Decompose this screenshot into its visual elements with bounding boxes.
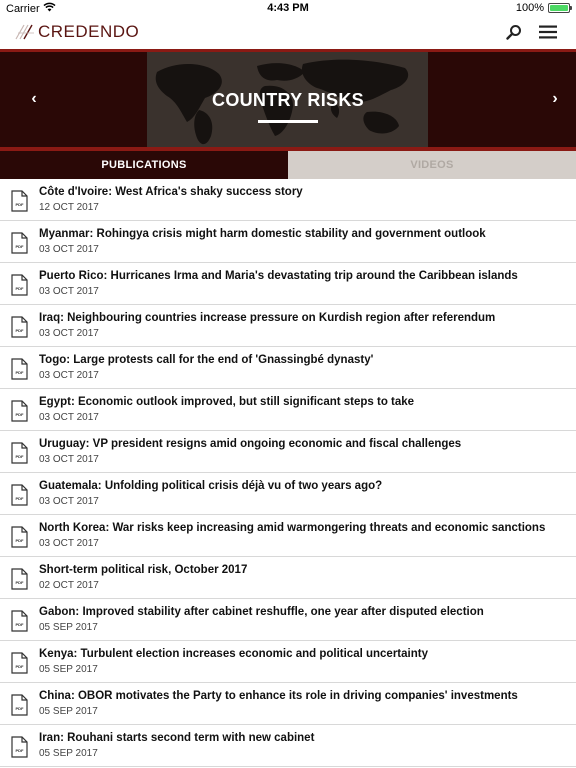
tab-videos[interactable]: VIDEOS [288, 151, 576, 179]
publication-date: 05 SEP 2017 [39, 748, 98, 759]
pdf-file-icon [11, 610, 28, 632]
publication-date: 03 OCT 2017 [39, 370, 99, 381]
list-item[interactable] [0, 263, 576, 305]
publication-date: 03 OCT 2017 [39, 538, 99, 549]
carrier-label: Carrier [6, 2, 40, 15]
list-item[interactable] [0, 347, 576, 389]
status-bar [0, 0, 576, 16]
banner-title: COUNTRY RISKS [212, 90, 364, 110]
list-item[interactable] [0, 557, 576, 599]
pdf-file-icon [11, 526, 28, 548]
pdf-icon-label: PDF [15, 706, 24, 711]
publication-date: 05 SEP 2017 [39, 706, 98, 717]
banner-next-arrow[interactable]: › [552, 90, 558, 107]
hamburger-menu-icon[interactable] [538, 22, 558, 42]
publication-date: 05 SEP 2017 [39, 622, 98, 633]
publication-title: Togo: Large protests call for the end of 'Gnassingbé dynasty' [39, 354, 374, 366]
pdf-icon-label: PDF [15, 244, 24, 249]
publication-date: 03 OCT 2017 [39, 244, 99, 255]
status-time: 4:43 PM [267, 2, 309, 14]
pdf-icon-label: PDF [15, 202, 24, 207]
publication-date: 03 OCT 2017 [39, 412, 99, 423]
list-item[interactable] [0, 389, 576, 431]
pdf-file-icon [11, 442, 28, 464]
list-item[interactable] [0, 725, 576, 767]
search-icon[interactable] [504, 22, 524, 42]
list-item[interactable] [0, 599, 576, 641]
list-item[interactable] [0, 641, 576, 683]
publication-date: 03 OCT 2017 [39, 286, 99, 297]
publication-title: Iran: Rouhani starts second term with new cabinet [39, 732, 315, 744]
pdf-icon-label: PDF [15, 286, 24, 291]
publication-title: China: OBOR motivates the Party to enhance its role in driving companies' investments [39, 690, 518, 702]
battery-percent: 100% [515, 2, 544, 14]
list-item[interactable] [0, 473, 576, 515]
list-item[interactable] [0, 431, 576, 473]
publication-date: 03 OCT 2017 [39, 454, 99, 465]
pdf-icon-label: PDF [15, 622, 24, 627]
list-item[interactable] [0, 179, 576, 221]
publication-title: Puerto Rico: Hurricanes Irma and Maria's devastating trip around the Caribbean islands [39, 270, 518, 282]
pdf-file-icon [11, 568, 28, 590]
pdf-file-icon [11, 274, 28, 296]
publication-title: Gabon: Improved stability after cabinet reshuffle, one year after disputed election [39, 606, 484, 618]
pdf-icon-label: PDF [15, 370, 24, 375]
pdf-file-icon [11, 484, 28, 506]
pdf-icon-label: PDF [15, 664, 24, 669]
list-item[interactable] [0, 221, 576, 263]
pdf-file-icon [11, 736, 28, 758]
country-risks-banner [0, 52, 576, 147]
pdf-file-icon [11, 694, 28, 716]
banner-prev-arrow[interactable]: ‹ [31, 90, 37, 107]
publication-title: Kenya: Turbulent election increases economic and political uncertainty [39, 648, 428, 660]
publication-title: North Korea: War risks keep increasing amid warmongering threats and economic sanctions [39, 522, 546, 534]
publication-date: 03 OCT 2017 [39, 496, 99, 507]
pdf-file-icon [11, 652, 28, 674]
pdf-file-icon [11, 190, 28, 212]
publication-title: Short-term political risk, October 2017 [39, 564, 248, 576]
content-tabs [0, 151, 576, 179]
publication-title: Egypt: Economic outlook improved, but still significant steps to take [39, 396, 415, 408]
pdf-icon-label: PDF [15, 496, 24, 501]
pdf-icon-label: PDF [15, 328, 24, 333]
banner-title-underline [258, 120, 318, 123]
publication-date: 12 OCT 2017 [39, 202, 99, 213]
pdf-file-icon [11, 358, 28, 380]
pdf-file-icon [11, 400, 28, 422]
publication-title: Uruguay: VP president resigns amid ongoing economic and fiscal challenges [39, 438, 462, 450]
battery-icon [548, 3, 570, 13]
pdf-icon-label: PDF [15, 538, 24, 543]
publication-date: 02 OCT 2017 [39, 580, 99, 591]
list-item[interactable] [0, 683, 576, 725]
pdf-file-icon [11, 316, 28, 338]
publication-date: 03 OCT 2017 [39, 328, 99, 339]
battery-status [516, 2, 570, 14]
publications-list [0, 179, 576, 767]
tab-publications[interactable]: PUBLICATIONS [0, 151, 288, 179]
pdf-icon-label: PDF [15, 748, 24, 753]
publication-title: Iraq: Neighbouring countries increase pressure on Kurdish region after referendum [39, 312, 496, 324]
list-item[interactable] [0, 305, 576, 347]
publication-title: Myanmar: Rohingya crisis might harm domestic stability and government outlook [39, 228, 486, 240]
logo-text: CREDENDO [38, 22, 140, 41]
pdf-file-icon [11, 232, 28, 254]
credendo-logo[interactable] [14, 22, 139, 42]
app-header [0, 16, 576, 49]
list-item[interactable] [0, 515, 576, 557]
logo-mark-icon [14, 23, 36, 41]
pdf-icon-label: PDF [15, 580, 24, 585]
pdf-icon-label: PDF [15, 454, 24, 459]
publication-title: Guatemala: Unfolding political crisis déjà vu of two years ago? [39, 480, 383, 492]
pdf-icon-label: PDF [15, 412, 24, 417]
publication-date: 05 SEP 2017 [39, 664, 98, 675]
publication-title: Côte d'Ivoire: West Africa's shaky success story [39, 186, 303, 198]
